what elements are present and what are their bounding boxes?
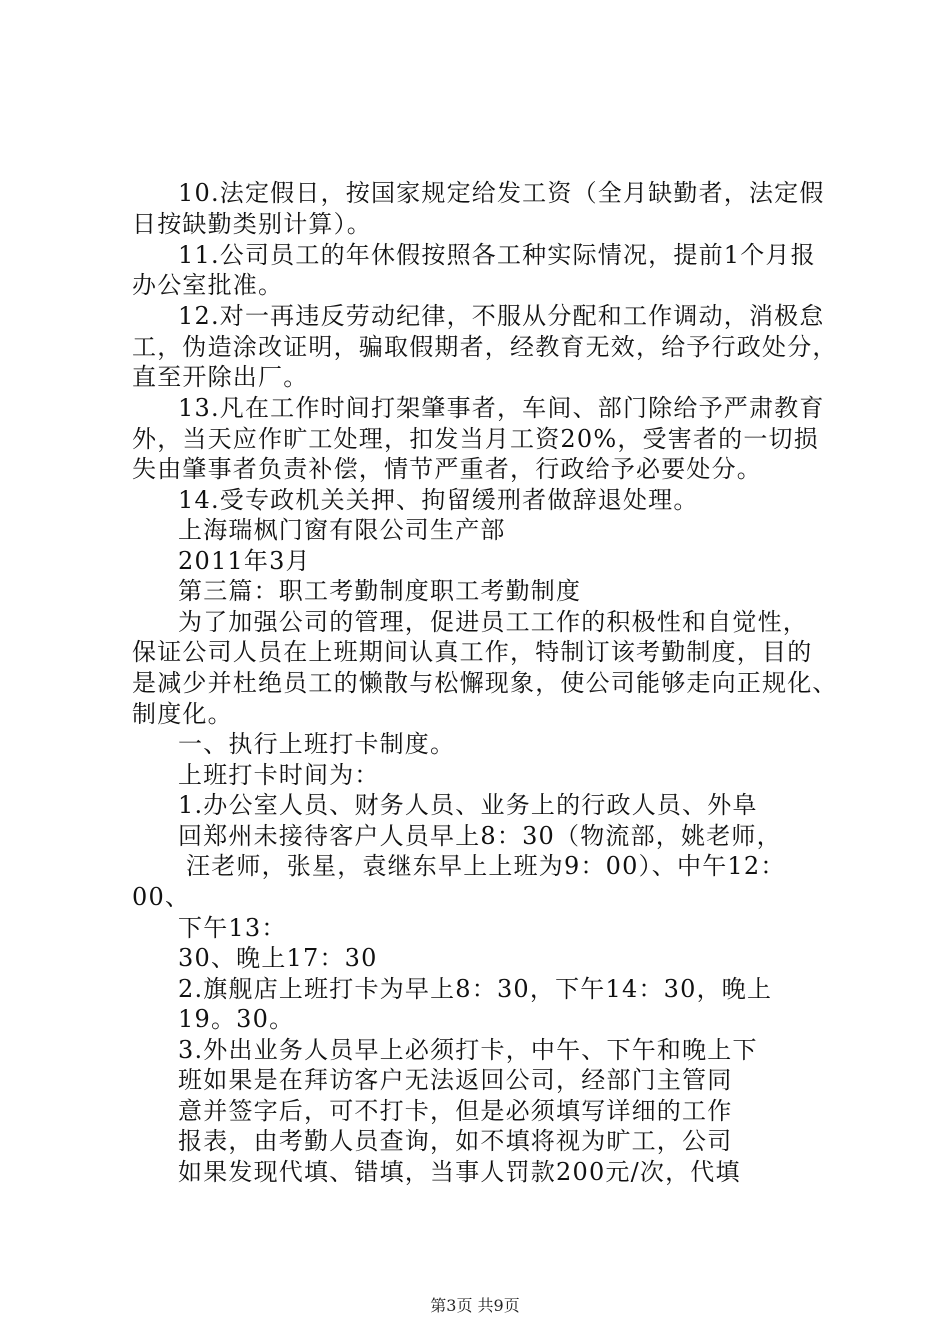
document-date: 2011年3月 bbox=[178, 547, 311, 575]
text-line: 汪老师，张星，袁继东早上上班为9：00）、中午12： bbox=[186, 852, 786, 880]
text-line: 19。30。 bbox=[178, 1005, 295, 1033]
text-line: 直至开除出厂。 bbox=[132, 363, 309, 391]
text-line: 外，当天应作旷工处理，扣发当月工资20%，受害者的一切损 bbox=[132, 425, 819, 453]
text-line: 1.办公室人员、财务人员、业务上的行政人员、外阜 bbox=[178, 791, 758, 819]
text-line: 10.法定假日，按国家规定给发工资（全月缺勤者，法定假 bbox=[178, 179, 825, 207]
text-line: 为了加强公司的管理，促进员工工作的积极性和自觉性， bbox=[178, 608, 808, 636]
section-title: 第三篇：职工考勤制度职工考勤制度 bbox=[178, 577, 582, 605]
text-line: 保证公司人员在上班期间认真工作，特制订该考勤制度，目的 bbox=[132, 638, 813, 666]
text-line: 13.凡在工作时间打架肇事者，车间、部门除给予严肃教育 bbox=[178, 394, 825, 422]
text-line: 报表，由考勤人员查询，如不填将视为旷工，公司 bbox=[178, 1127, 733, 1155]
text-line: 下午13： bbox=[178, 914, 287, 942]
text-line: 工，伪造涂改证明，骗取假期者，经教育无效，给予行政处分， bbox=[132, 333, 838, 361]
text-line: 12.对一再违反劳动纪律，不服从分配和工作调动，消极怠 bbox=[178, 302, 825, 330]
text-line: 意并签字后，可不打卡，但是必须填写详细的工作 bbox=[178, 1097, 733, 1125]
text-line: 14.受专政机关关押、拘留缓刑者做辞退处理。 bbox=[178, 486, 699, 514]
text-line: 11.公司员工的年休假按照各工种实际情况，提前1个月报 bbox=[178, 241, 816, 269]
text-line: 3.外出业务人员早上必须打卡，中午、下午和晚上下 bbox=[178, 1036, 758, 1064]
page-number-footer: 第3页 共9页 bbox=[430, 1296, 520, 1315]
text-line: 制度化。 bbox=[132, 700, 233, 728]
company-name: 上海瑞枫门窗有限公司生产部 bbox=[178, 516, 506, 544]
text-line: 失由肇事者负责补偿，情节严重者，行政给予必要处分。 bbox=[132, 455, 762, 483]
text-line: 上班打卡时间为： bbox=[178, 761, 380, 789]
text-line: 班如果是在拜访客户无法返回公司，经部门主管同 bbox=[178, 1066, 733, 1094]
text-line: 回郑州未接待客户人员早上8：30（物流部，姚老师， bbox=[178, 822, 782, 850]
text-line: 如果发现代填、错填，当事人罚款200元/次，代填 bbox=[178, 1158, 741, 1186]
text-line: 是减少并杜绝员工的懒散与松懈现象，使公司能够走向正规化、 bbox=[132, 669, 838, 697]
text-line: 办公室批准。 bbox=[132, 271, 284, 299]
text-line: 00、 bbox=[132, 883, 191, 911]
text-line: 2.旗舰店上班打卡为早上8：30，下午14：30，晚上 bbox=[178, 975, 773, 1003]
text-line: 一、执行上班打卡制度。 bbox=[178, 730, 456, 758]
text-line: 30、晚上17：30 bbox=[178, 944, 378, 972]
text-line: 日按缺勤类别计算）。 bbox=[132, 210, 372, 238]
